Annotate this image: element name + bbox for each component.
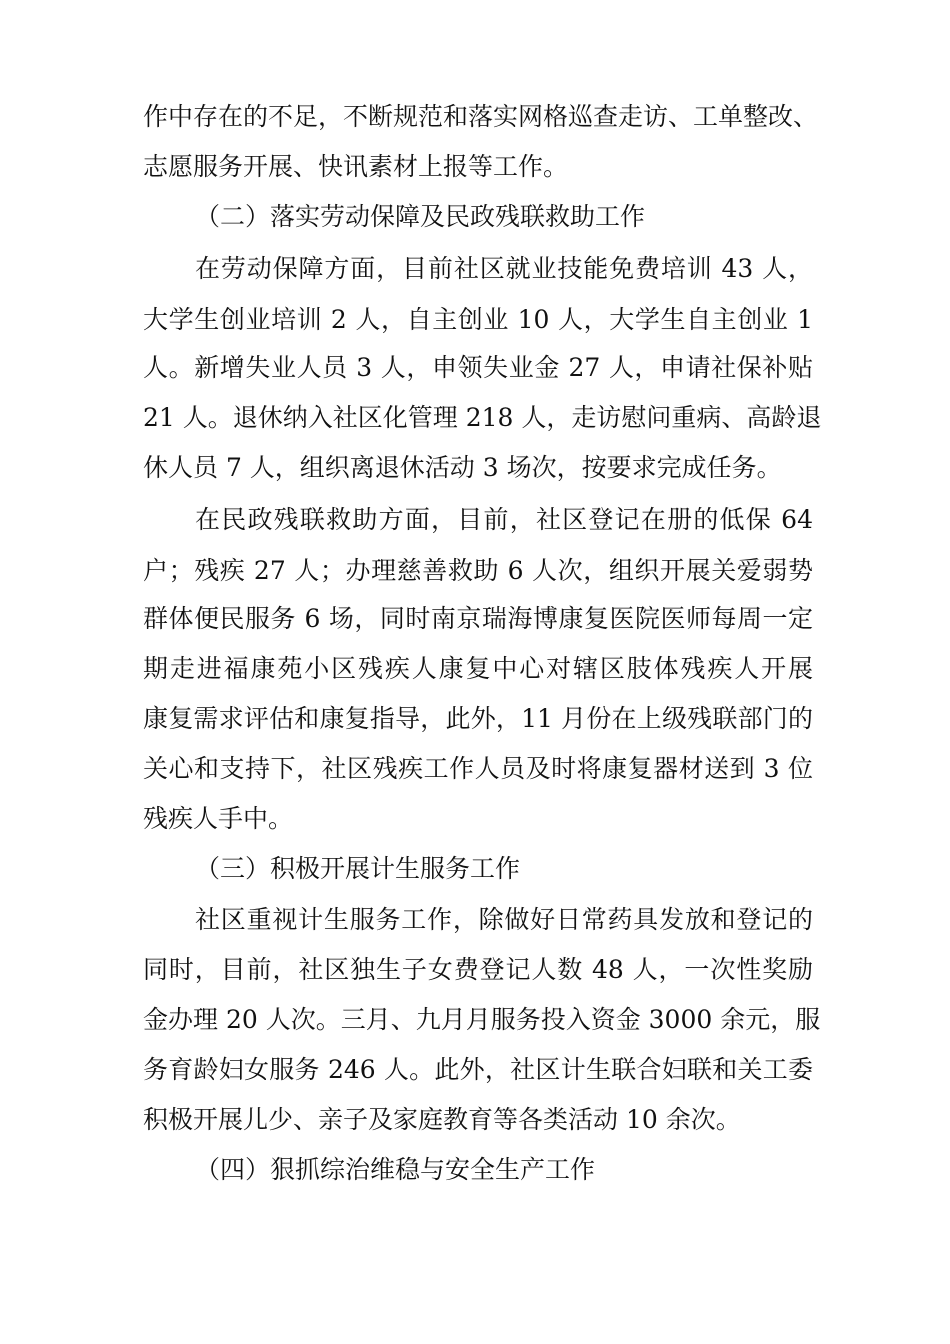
paragraph-line: 休人员 7 人，组织离退休活动 3 场次，按要求完成任务。 (143, 453, 782, 482)
paragraph-line: 大学生创业培训 2 人，自主创业 10 人，大学生自主创业 1 (143, 305, 813, 334)
section-heading-3: （三）积极开展计生服务工作 (195, 854, 521, 883)
section-heading-4: （四）狠抓综治维稳与安全生产工作 (195, 1155, 596, 1184)
paragraph-line: 作中存在的不足，不断规范和落实网格巡查走访、工单整改、 (143, 102, 819, 131)
paragraph-line: 在民政残联救助方面，目前，社区登记在册的低保 64 (195, 505, 813, 534)
paragraph-line: 社区重视计生服务工作，除做好日常药具发放和登记的 (195, 905, 813, 934)
paragraph-line: 残疾人手中。 (143, 804, 294, 833)
paragraph-line: 志愿服务开展、快讯素材上报等工作。 (143, 152, 569, 181)
paragraph-line: 户；残疾 27 人；办理慈善救助 6 人次，组织开展关爱弱势 (143, 556, 813, 585)
paragraph-line: 群体便民服务 6 场，同时南京瑞海博康复医院医师每周一定 (143, 604, 813, 633)
paragraph-line: 同时，目前，社区独生子女费登记人数 48 人，一次性奖励 (143, 955, 813, 984)
paragraph-line: 务育龄妇女服务 246 人。此外，社区计生联合妇联和关工委 (143, 1055, 813, 1084)
paragraph-line: 金办理 20 人次。三月、九月月服务投入资金 3000 余元，服 (143, 1005, 821, 1034)
paragraph-line: 人。新增失业人员 3 人，申领失业金 27 人，申请社保补贴 (143, 353, 813, 382)
paragraph-line: 21 人。退休纳入社区化管理 218 人，走访慰问重病、高龄退 (143, 403, 822, 432)
section-heading-2: （二）落实劳动保障及民政残联救助工作 (195, 202, 646, 231)
paragraph-line: 期走进福康苑小区残疾人康复中心对辖区肢体残疾人开展 (143, 654, 813, 683)
paragraph-line: 在劳动保障方面，目前社区就业技能免费培训 43 人， (195, 254, 813, 283)
paragraph-line: 积极开展儿少、亲子及家庭教育等各类活动 10 余次。 (143, 1105, 741, 1134)
paragraph-line: 关心和支持下，社区残疾工作人员及时将康复器材送到 3 位 (143, 754, 813, 783)
paragraph-line: 康复需求评估和康复指导，此外，11 月份在上级残联部门的 (143, 704, 813, 733)
